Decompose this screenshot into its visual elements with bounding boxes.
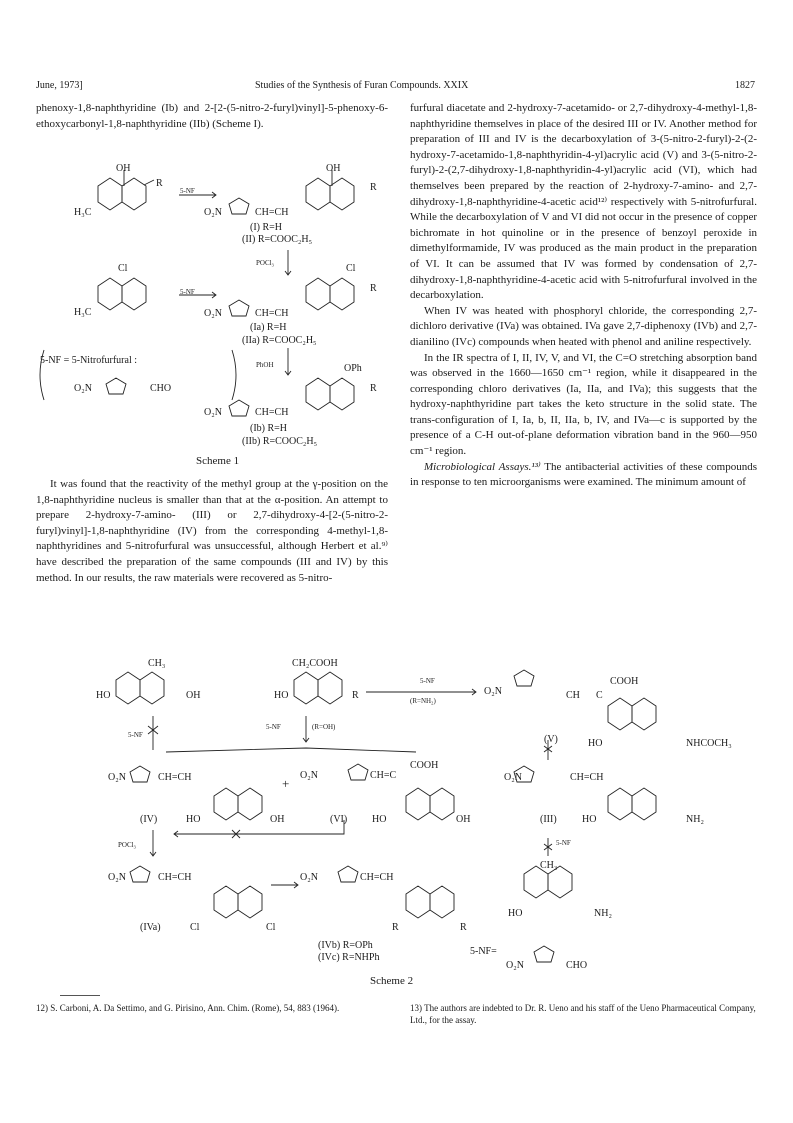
hydroxy-label: OH (270, 814, 285, 825)
nitro-label: O₂N (74, 383, 92, 394)
hydroxy-label: OH (116, 163, 131, 174)
vinyl-label: CH=CH (570, 772, 604, 783)
furan-ring (348, 764, 368, 780)
naphthyridine-structure (306, 278, 354, 310)
reagent-label: POCl₃ (118, 841, 137, 849)
chloro-label: Cl (266, 922, 276, 933)
scheme-2-drawing (36, 660, 756, 990)
hydroxy-label: HO (274, 690, 289, 701)
vinyl-label: CH=CH (255, 407, 289, 418)
nitro-label: O₂N (204, 308, 222, 319)
naphthyridine-structure (306, 178, 354, 210)
reagent-label: 5-NF (180, 288, 195, 296)
reagent-label: 5-NF (266, 723, 281, 731)
aldehyde-label: CHO (566, 960, 588, 971)
hydroxy-label: HO (508, 908, 523, 919)
r-label: R (370, 283, 377, 294)
body-paragraph: In the IR spectra of I, II, IV, V, and VI, the C=O stretching absorption band was observed in the 1660—1650 cm⁻¹ region, while it disappeared in the corresponding chloro derivatives (Ia, IIa, and IVa); this suggests that the hydroxy-naphthyridine part takes the keto structure in the solid state. The trans-configuration of I, Ia, b, II, IIa, b, IV, and IVa—c is supported by the presence of a C-H out-of-plane deformation vibration band in the 960—950 cm⁻¹ region. (410, 351, 757, 458)
naphthyridine-structure (98, 178, 146, 210)
body-text: The antibacterial activities of these compounds in response to ten microorganisms were examined. The minimum amount of (410, 460, 757, 489)
acetamido-label: NHCOCH₃ (686, 738, 732, 749)
vinyl-label: CH=CH (255, 308, 289, 319)
body-paragraph (410, 460, 757, 491)
acetic-acid-label: CH₂COOH (292, 658, 338, 669)
methyl-label: H₃C (74, 207, 92, 218)
right-column-body (410, 101, 757, 491)
nitro-label: O₂N (108, 872, 126, 883)
hydroxy-label: OH (186, 690, 201, 701)
plus-sign: + (282, 776, 290, 791)
scheme-1-drawing (36, 150, 396, 440)
nitro-label: O₂N (300, 770, 318, 781)
section-run-in-title: Microbiological Assays.¹³⁾ (424, 460, 541, 473)
furan-ring (229, 300, 249, 316)
reagent-label: 5-NF (128, 731, 143, 739)
naphthyridine-structure (608, 698, 656, 730)
chloro-label: Cl (190, 922, 200, 933)
methyl-label: CH₃ (540, 860, 558, 871)
furan-ring (338, 866, 358, 882)
hydroxy-label: HO (582, 814, 597, 825)
nitrofurfural-definition: 5-NF = 5-Nitrofurfural : (40, 355, 138, 366)
vinyl-label: CH=C (370, 770, 397, 781)
hydroxy-label: HO (186, 814, 201, 825)
running-header-left: June, 1973] (36, 80, 83, 91)
compound-IIb-label: (IIb) R=COOC₂H₅ (242, 436, 318, 447)
vinyl-label: CH=CH (158, 872, 192, 883)
compound-IIa-label: (IIa) R=COOC₂H₅ (242, 335, 317, 346)
vinyl-label: CH=CH (360, 872, 394, 883)
nitro-label: O₂N (108, 772, 126, 783)
carboxyl-label: COOH (410, 760, 439, 771)
methyl-label: CH₃ (148, 658, 166, 669)
naphthyridine-structure (608, 788, 656, 820)
naphthyridine-structure (406, 886, 454, 918)
furan-ring (229, 400, 249, 416)
compound-VI-label: (VI) (330, 814, 348, 825)
naphthyridine-structure (294, 672, 342, 704)
chloro-label: Cl (346, 263, 356, 274)
nitrofurfural-definition: 5-NF= (470, 946, 497, 957)
reagent-label: 5-NF (180, 187, 195, 195)
r-label: R (370, 383, 377, 394)
hydroxy-label: HO (96, 690, 111, 701)
naphthyridine-structure (214, 886, 262, 918)
nitro-label: O₂N (506, 960, 524, 971)
nitro-label: O₂N (504, 772, 522, 783)
compound-Ia-label: (Ia) R=H (250, 322, 287, 333)
left-column-intro (36, 101, 388, 132)
amino-label: NH₂ (686, 814, 704, 825)
nitro-label: O₂N (204, 207, 222, 218)
nitro-label: O₂N (204, 407, 222, 418)
naphthyridine-structure (98, 278, 146, 310)
aldehyde-label: CHO (150, 383, 172, 394)
amino-label: NH₂ (594, 908, 612, 919)
methyl-label: H₃C (74, 307, 92, 318)
definition-bracket (232, 350, 236, 400)
hydroxy-label: OH (456, 814, 471, 825)
furan-ring (130, 866, 150, 882)
condition-label: (R=OH) (312, 723, 336, 731)
footnote-12: 12) S. Carboni, A. Da Settimo, and G. Pirisino, Ann. Chim. (Rome), 54, 883 (1964). (36, 1003, 340, 1013)
running-header-title: Studies of the Synthesis of Furan Compounds. XXIX (255, 80, 469, 91)
scheme-2-caption: Scheme 2 (370, 975, 414, 987)
methine-label: CH (566, 690, 580, 701)
r-label: R (370, 182, 377, 193)
carbon-label: C (596, 690, 603, 701)
nitro-label: O₂N (484, 686, 502, 697)
r-label: R (156, 178, 163, 189)
furan-ring (130, 766, 150, 782)
carboxyl-label: COOH (610, 676, 639, 687)
compound-IVc-label: (IVc) R=NHPh (318, 952, 380, 963)
compound-IV-label: (IV) (140, 814, 158, 825)
footnote-13: 13) The authors are indebted to Dr. R. Ueno and his staff of the Ueno Pharmaceutical Company, Ltd., for the assay. (410, 1003, 756, 1025)
r-label: R (352, 690, 359, 701)
hydroxy-label: HO (372, 814, 387, 825)
scheme-1-caption: Scheme 1 (196, 455, 240, 467)
body-paragraph: It was found that the reactivity of the methyl group at the γ-position on the 1,8-naphthyridine nucleus is smaller than that at the α-position. An attempt to prepare 2-hydroxy-7-amino- (III) or 2,7-dihydroxy-4-[2-(5-nitro-2-furyl)vinyl]-1,8-naphthyridine (IV) from the corresponding 4-methyl-1,8-naphthyridines and 5-nitrofurfural was unsuccessful, although Herbert et al.⁹⁾ have described the preparation of the same compounds (III and IV) by this method. In our results, the raw materials were recovered as 5-nitro- (36, 478, 388, 584)
compound-I-label: (I) R=H (250, 222, 283, 233)
left-column-body (36, 477, 388, 586)
furan-ring (514, 670, 534, 686)
hydroxy-label: HO (588, 738, 603, 749)
footnote-rule (60, 995, 100, 996)
r-label: R (392, 922, 399, 933)
reagent-label: 5-NF (420, 677, 435, 685)
vinyl-label: CH=CH (158, 772, 192, 783)
reaction-arrow (166, 748, 416, 752)
body-paragraph: When IV was heated with phosphoryl chloride, the corresponding 2,7-dichloro derivative (IVa) was obtained. IVa gave 2,7-diphenoxy (IVb) and 2,7-dianilino (IVc) compounds when heated with phenol and aniline respectively. (410, 304, 757, 348)
compound-IVb-label: (IVb) R=OPh (318, 940, 373, 951)
page-number: 1827 (735, 80, 755, 91)
furan-ring (229, 198, 249, 214)
body-paragraph: furfural diacetate and 2-hydroxy-7-acetamido- or 2,7-dihydroxy-4-methyl-1,8-naphthyridine themselves in place of the desired III or IV. Another method for preparation of III and IV is the decarboxylation of 3-(5-nitro-2-furyl)-2-(2-hydroxy-7-acetamido-1,8-naphthyridin-4-yl)acrylic acid (V) and 3-(5-nitro-2-furyl)-2-(2,7-dihydroxy-1,8-naphthyridin-4-yl)acrylic acid (VI), which had themselves been prepared by the reaction of 2-hydroxy-7-amino- and 2,7-dihydroxy-1,8-naphthyridine-4-acetic acid¹²⁾ respectively with 5-nitrofurfural. While the decarboxylation of V and VI did not occur in the presence of copper bichromate in hot quinoline or in the presence of benzoyl peroxide in dimethylformamide, IV was produced as the main product in the preparation of VI. It can be assumed that IV was formed by condensation of 2,7-dihydroxy-1,8-naphthyridine-4-acetic acid with 5-nitrofurfural involved in the decarboxylation. (410, 102, 757, 302)
compound-II-label: (II) R=COOC₂H₅ (242, 234, 313, 245)
furan-ring (106, 378, 126, 394)
r-label: R (460, 922, 467, 933)
nitro-label: O₂N (300, 872, 318, 883)
reagent-label: 5-NF (556, 839, 571, 847)
compound-V-label: (V) (544, 734, 558, 745)
compound-IVa-label: (IVa) (140, 922, 161, 933)
condition-label: (R=NH₂) (410, 697, 436, 705)
naphthyridine-structure (214, 788, 262, 820)
compound-III-label: (III) (540, 814, 557, 825)
hydroxy-label: OH (326, 163, 341, 174)
naphthyridine-structure (116, 672, 164, 704)
naphthyridine-structure (306, 378, 354, 410)
chloro-label: Cl (118, 263, 128, 274)
naphthyridine-structure (406, 788, 454, 820)
vinyl-label: CH=CH (255, 207, 289, 218)
furan-ring (534, 946, 554, 962)
reagent-label: POCl₃ (256, 259, 275, 267)
phenoxy-label: OPh (344, 363, 362, 374)
compound-Ib-label: (Ib) R=H (250, 423, 288, 434)
intro-paragraph: phenoxy-1,8-naphthyridine (Ib) and 2-[2-(5-nitro-2-furyl)vinyl]-5-phenoxy-6-ethoxycarbonyl-1,8-naphthyridine (IIb) (Scheme I). (36, 102, 388, 130)
reagent-label: PhOH (256, 361, 274, 369)
